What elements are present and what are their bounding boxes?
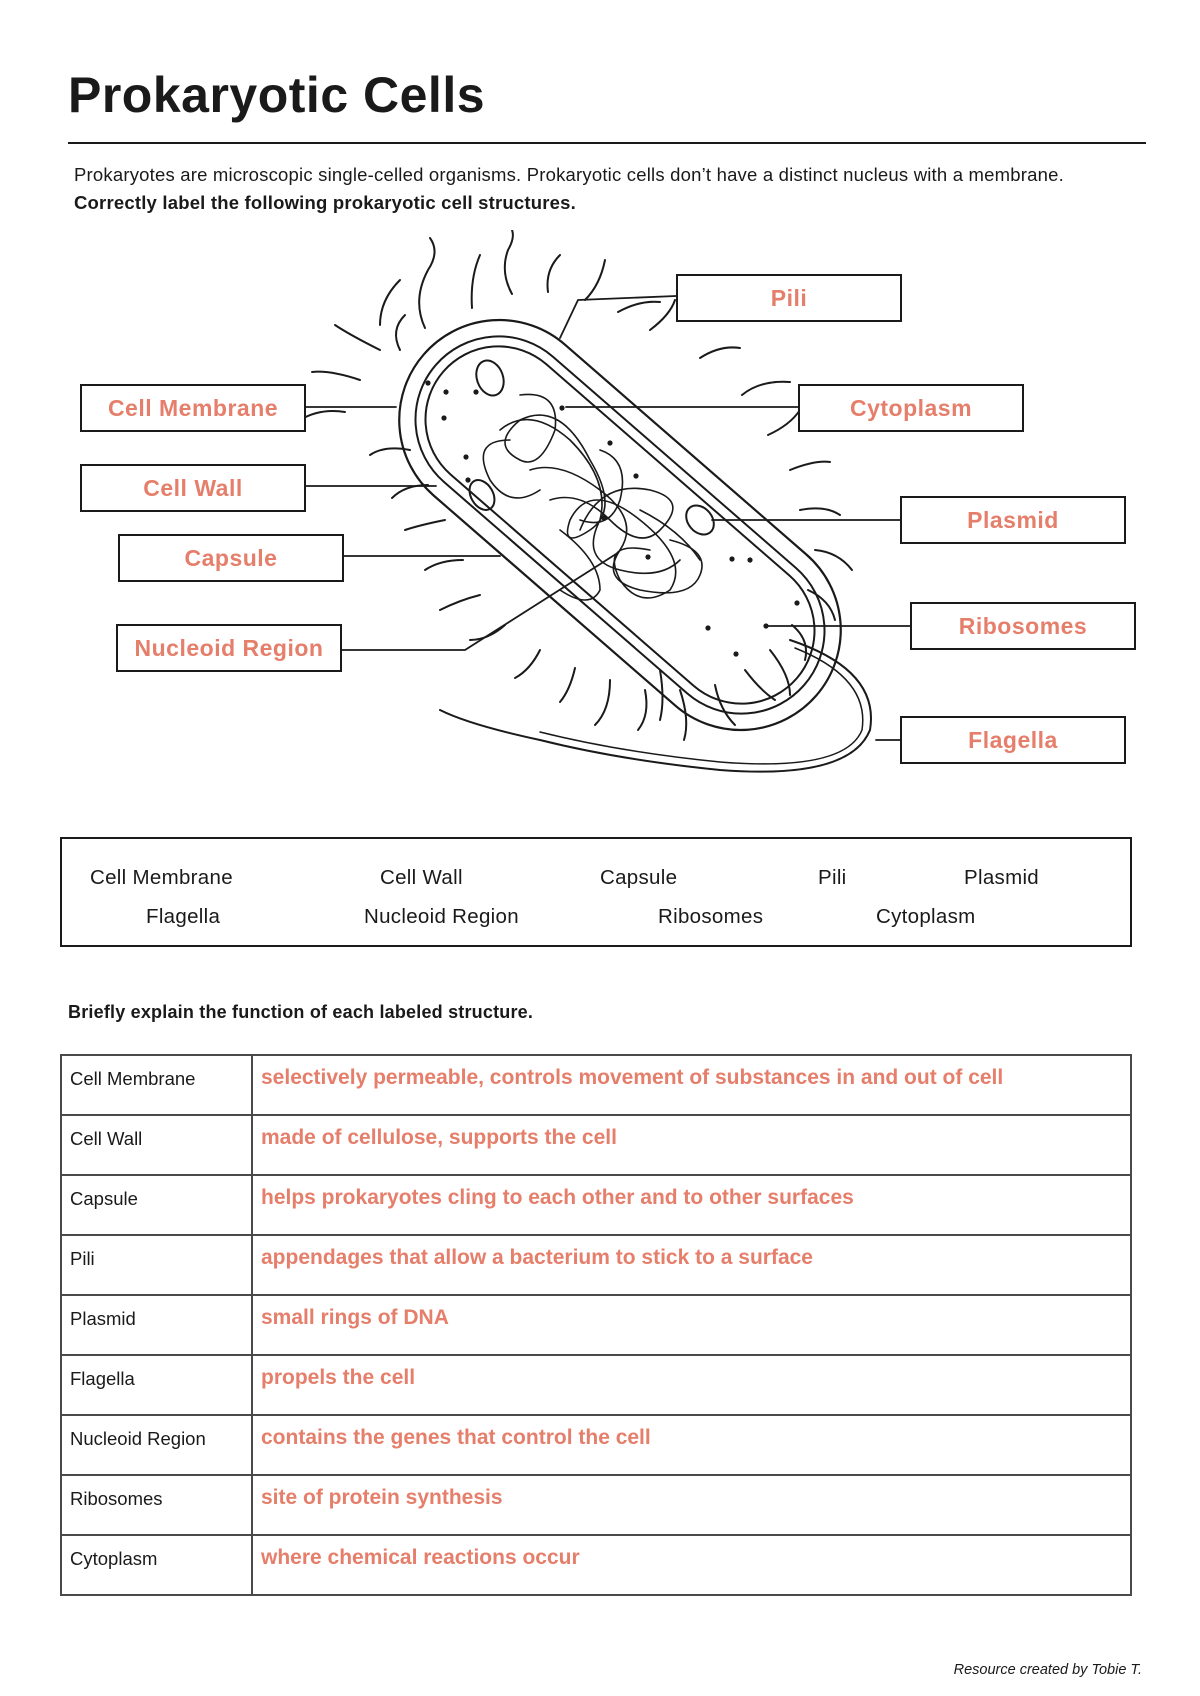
label-plasmid: Plasmid <box>900 496 1126 544</box>
term-cell: Cytoplasm <box>61 1535 252 1595</box>
table-row <box>61 1175 1131 1235</box>
term-cell: Flagella <box>61 1355 252 1415</box>
functions-heading: Briefly explain the function of each labeled structure. <box>68 1002 534 1022</box>
intro-paragraph <box>74 161 1134 217</box>
label-ribosomes: Ribosomes <box>910 602 1136 650</box>
definition-cell: made of cellulose, supports the cell <box>252 1115 1131 1175</box>
intro-text: Prokaryotes are microscopic single-celled organisms. Prokaryotic cells don’t have a distinct nucleus with a membrane. <box>74 164 1064 185</box>
definition-cell: where chemical reactions occur <box>252 1535 1131 1595</box>
table-row <box>61 1055 1131 1115</box>
table-row <box>61 1115 1131 1175</box>
table-row <box>61 1535 1131 1595</box>
word-bank-item: Nucleoid Region <box>364 905 519 928</box>
term-cell: Cell Membrane <box>61 1055 252 1115</box>
title-divider <box>68 142 1146 144</box>
definition-cell: site of protein synthesis <box>252 1475 1131 1535</box>
table-row <box>61 1295 1131 1355</box>
term-cell: Pili <box>61 1235 252 1295</box>
label-flagella: Flagella <box>900 716 1126 764</box>
label-cell-wall: Cell Wall <box>80 464 306 512</box>
definition-cell: helps prokaryotes cling to each other and to other surfaces <box>252 1175 1131 1235</box>
intro-instruction: Correctly label the following prokaryotic cell structures. <box>74 192 576 213</box>
table-row <box>61 1235 1131 1295</box>
capsule-outline <box>358 279 882 771</box>
term-cell: Nucleoid Region <box>61 1415 252 1475</box>
table-row <box>61 1415 1131 1475</box>
word-bank-item: Flagella <box>146 905 221 928</box>
credit-line: Resource created by Tobie T. <box>953 1662 1142 1678</box>
label-cell-membrane: Cell Membrane <box>80 384 306 432</box>
word-bank-item: Pili <box>818 866 847 889</box>
label-cytoplasm: Cytoplasm <box>798 384 1024 432</box>
word-bank-item: Capsule <box>600 866 678 889</box>
cell-membrane-outline <box>396 316 845 733</box>
table-row <box>61 1475 1131 1535</box>
table-row <box>61 1355 1131 1415</box>
word-bank-item: Cytoplasm <box>876 905 976 928</box>
cell-diagram <box>0 230 1200 800</box>
functions-table <box>60 1054 1132 1596</box>
definition-cell: appendages that allow a bacterium to stick to a surface <box>252 1235 1131 1295</box>
term-cell: Ribosomes <box>61 1475 252 1535</box>
term-cell: Plasmid <box>61 1295 252 1355</box>
word-bank-item: Cell Wall <box>380 866 463 889</box>
label-capsule: Capsule <box>118 534 344 582</box>
definition-cell: contains the genes that control the cell <box>252 1415 1131 1475</box>
label-pili: Pili <box>676 274 902 322</box>
definition-cell: propels the cell <box>252 1355 1131 1415</box>
word-bank-item: Ribosomes <box>658 905 764 928</box>
word-bank <box>60 837 1132 947</box>
term-cell: Cell Wall <box>61 1115 252 1175</box>
word-bank-item: Plasmid <box>964 866 1040 889</box>
definition-cell: selectively permeable, controls movement of substances in and out of cell <box>252 1055 1131 1115</box>
definition-cell: small rings of DNA <box>252 1295 1131 1355</box>
term-cell: Capsule <box>61 1175 252 1235</box>
label-nucleoid-region: Nucleoid Region <box>116 624 342 672</box>
page-title: Prokaryotic Cells <box>68 67 486 123</box>
word-bank-item: Cell Membrane <box>90 866 233 889</box>
